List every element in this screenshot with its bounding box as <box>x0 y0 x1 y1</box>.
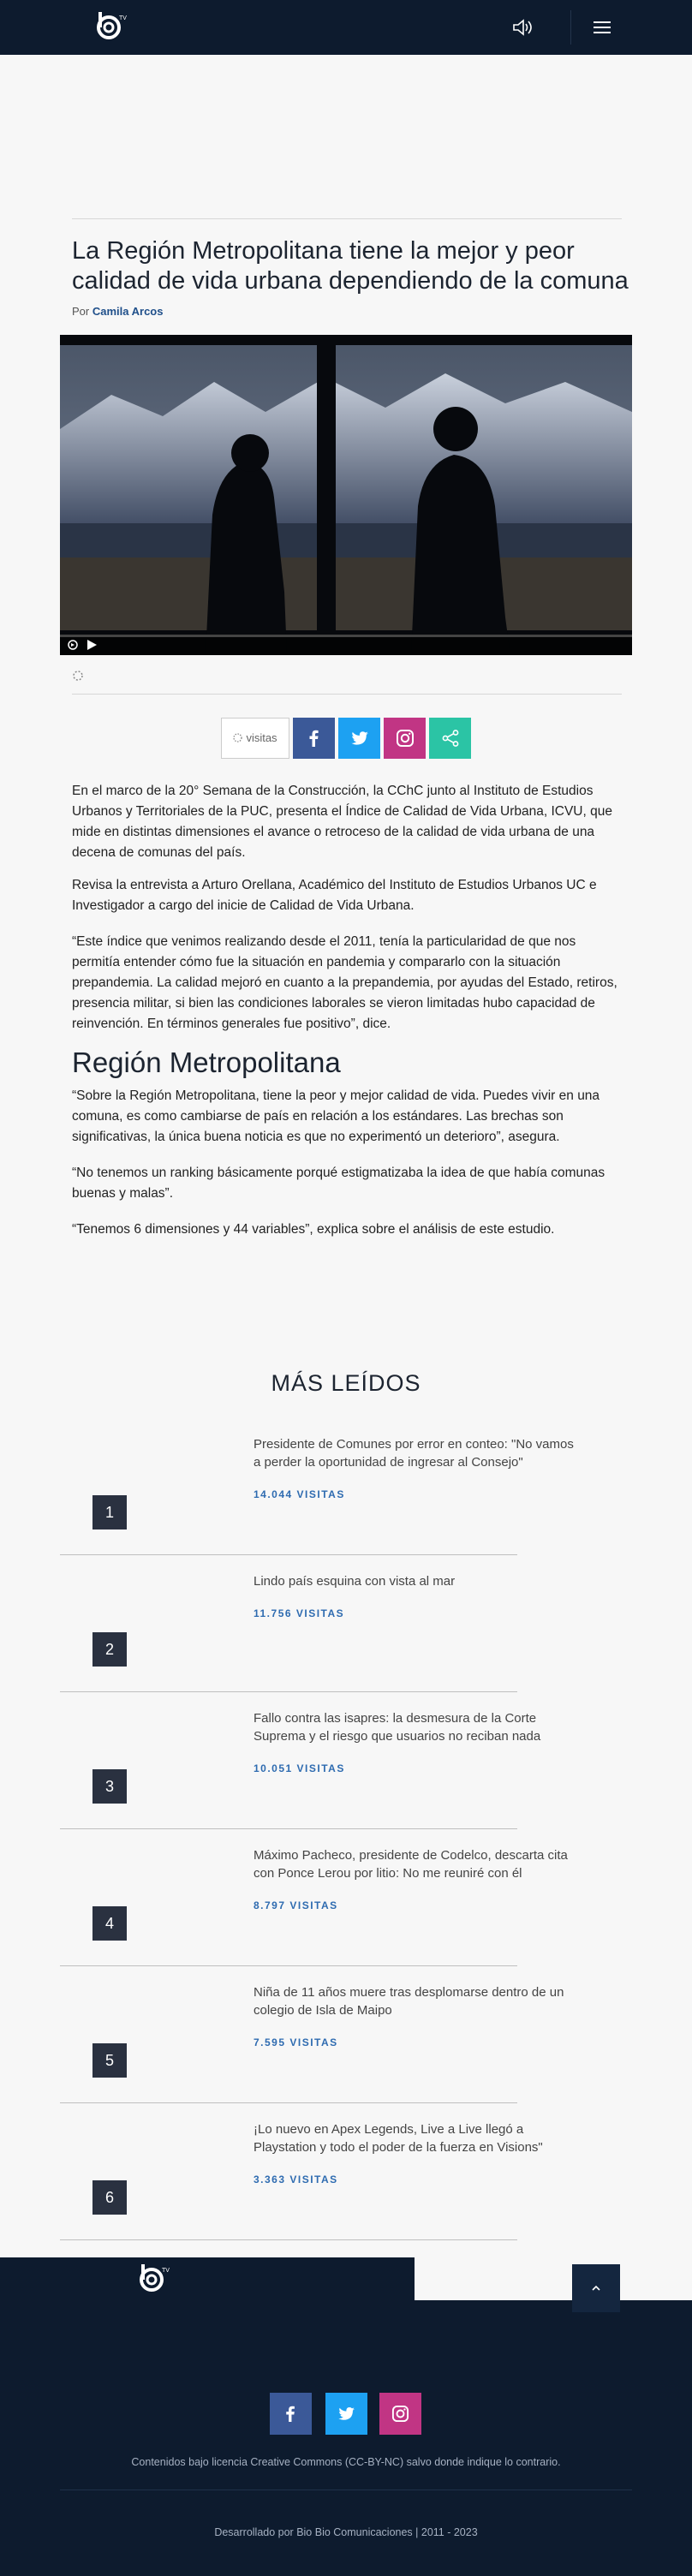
video-player[interactable] <box>60 335 632 655</box>
rank-badge: 2 <box>92 1632 127 1667</box>
most-read-title[interactable]: Presidente de Comunes por error en conteo: "No vamos a perder la oportunidad de ingresar al Consejo" <box>254 1437 574 1470</box>
divider <box>60 2239 517 2240</box>
share-facebook-button[interactable] <box>293 718 335 759</box>
footer-facebook-button[interactable] <box>270 2393 312 2435</box>
article-paragraph: “Este índice que venimos realizando desde el 2011, tenía la particularidad de que nos permitía entender cómo fue la situación en pandemia y compararlo con la situación prepandemia. La calidad mejoró en cuanto a la prepandemia, por ayudas del Estado, retiros, presencia militar, si bien las condiciones laborales se vieron limitadas hubo capacidad de reinvención. En términos generales fue positivo”, dice. <box>72 934 617 1031</box>
loading-dots-icon <box>233 733 242 742</box>
twitter-icon <box>337 2405 355 2423</box>
most-read-title[interactable]: Máximo Pacheco, presidente de Codelco, descarta cita con Ponce Lerou por litio: No me reuniré con él <box>254 1848 568 1881</box>
most-read-title[interactable]: Niña de 11 años muere tras desplomarse dentro de un colegio de Isla de Maipo <box>254 1985 564 2018</box>
facebook-icon <box>282 2405 300 2423</box>
svg-text:TV: TV <box>119 15 127 21</box>
twitter-icon <box>350 729 369 748</box>
footer-instagram-button[interactable] <box>379 2393 421 2435</box>
most-read-item[interactable] <box>60 1555 517 1692</box>
facebook-icon <box>305 729 324 748</box>
most-read-title[interactable]: Lindo país esquina con vista al mar <box>254 1574 456 1589</box>
most-read-title[interactable]: ¡Lo nuevo en Apex Legends, Live a Live llegó a Playstation y todo el poder de la fuerza en Visions" <box>254 2122 543 2155</box>
biobio-logo-icon[interactable] <box>94 10 127 43</box>
article-paragraph: “Tenemos 6 dimensiones y 44 variables”, explica sobre el análisis de este estudio. <box>72 1222 555 1237</box>
most-read-visits: 10.051 VISITAS <box>254 1762 345 1774</box>
instagram-icon <box>391 2405 409 2423</box>
byline <box>72 305 163 318</box>
top-navbar <box>0 0 692 55</box>
video-thumbnail <box>60 335 632 655</box>
share-instagram-button[interactable] <box>384 718 426 759</box>
loading-spinner-icon <box>72 670 84 682</box>
divider <box>72 694 622 695</box>
rank-badge: 4 <box>92 1906 127 1941</box>
most-read-visits: 11.756 VISITAS <box>254 1607 345 1619</box>
share-twitter-button[interactable] <box>338 718 380 759</box>
most-read-item[interactable] <box>60 2103 543 2240</box>
instagram-icon <box>396 729 415 748</box>
divider <box>72 218 622 219</box>
share-icon <box>441 729 460 748</box>
speaker-icon[interactable] <box>510 17 534 38</box>
video-controls <box>60 635 632 655</box>
rank-badge: 6 <box>92 2180 127 2215</box>
most-read-visits: 8.797 VISITAS <box>254 1899 338 1911</box>
header-divider <box>570 10 571 45</box>
article-headline: La Región Metropolitana tiene la mejor y peor calidad de vida urbana dependiendo de la comuna <box>72 237 629 295</box>
most-read-visits: 3.363 VISITAS <box>254 2174 338 2185</box>
article-paragraph: “Sobre la Región Metropolitana, tiene la peor y mejor calidad de vida. Puedes vivir en una comuna, es como cambiarse de país en relación a los estándares. Las brechas son significativas, la única buena noticia es que no experimentó un deterioro”, asegura. <box>72 1088 600 1144</box>
play-icon[interactable] <box>86 639 98 651</box>
share-more-button[interactable] <box>429 718 471 759</box>
hamburger-menu-icon[interactable] <box>591 17 613 38</box>
replay-icon[interactable] <box>67 639 79 651</box>
visits-label: visitas <box>246 731 277 744</box>
chevron-up-icon <box>589 2281 603 2295</box>
most-read-visits: 7.595 VISITAS <box>254 2036 338 2048</box>
section-heading: Región Metropolitana <box>72 1046 341 1078</box>
most-read-item[interactable] <box>60 1966 564 2103</box>
rank-badge: 1 <box>92 1495 127 1530</box>
back-to-top-button[interactable] <box>572 2264 620 2312</box>
license-text: Contenidos bajo licencia Creative Commons (CC-BY-NC) salvo donde indique lo contrario. <box>131 2456 561 2468</box>
most-read-title[interactable]: Fallo contra las isapres: la desmesura de la Corte Suprema y el riesgo que usuarios no reciban nada <box>254 1711 541 1744</box>
visits-counter <box>221 718 289 759</box>
most-read-item[interactable] <box>60 1692 541 1829</box>
video-progress-bar[interactable] <box>60 635 632 637</box>
footer-twitter-button[interactable] <box>325 2393 367 2435</box>
article-paragraph: En el marco de la 20° Semana de la Construcción, la CChC junto al Instituto de Estudios Urbanos y Territoriales de la PUC, presenta el Índice de Calidad de Vida Urbana, ICVU, que mide en distintas dimensiones el avance o retroceso de la calidad de vida urbana de una decena de comunas del país. <box>72 784 612 860</box>
developer-credit: Desarrollado por Bio Bio Comunicaciones | 2011 - 2023 <box>214 2526 478 2538</box>
most-read-heading: MÁS LEÍDOS <box>271 1370 421 1396</box>
most-read-item[interactable] <box>60 1418 574 1555</box>
most-read-visits: 14.044 VISITAS <box>254 1488 345 1500</box>
footer-logo-area <box>0 2257 415 2300</box>
svg-text:TV: TV <box>162 2268 170 2274</box>
biobio-footer-logo-icon[interactable] <box>137 2263 170 2295</box>
most-read-item[interactable] <box>60 1829 568 1966</box>
byline-prefix: Por <box>72 305 90 318</box>
ad-placeholder <box>0 55 692 209</box>
article-paragraph: “No tenemos un ranking básicamente porqué estigmatizaba la idea de que había comunas buenas y malas”. <box>72 1166 606 1201</box>
article-paragraph: Revisa la entrevista a Arturo Orellana, Académico del Instituto de Estudios Urbanos UC e Investigador a cargo del inicie de Calidad de Vida Urbana. <box>72 878 597 913</box>
author-link[interactable]: Camila Arcos <box>92 305 164 318</box>
rank-badge: 3 <box>92 1769 127 1804</box>
rank-badge: 5 <box>92 2043 127 2078</box>
